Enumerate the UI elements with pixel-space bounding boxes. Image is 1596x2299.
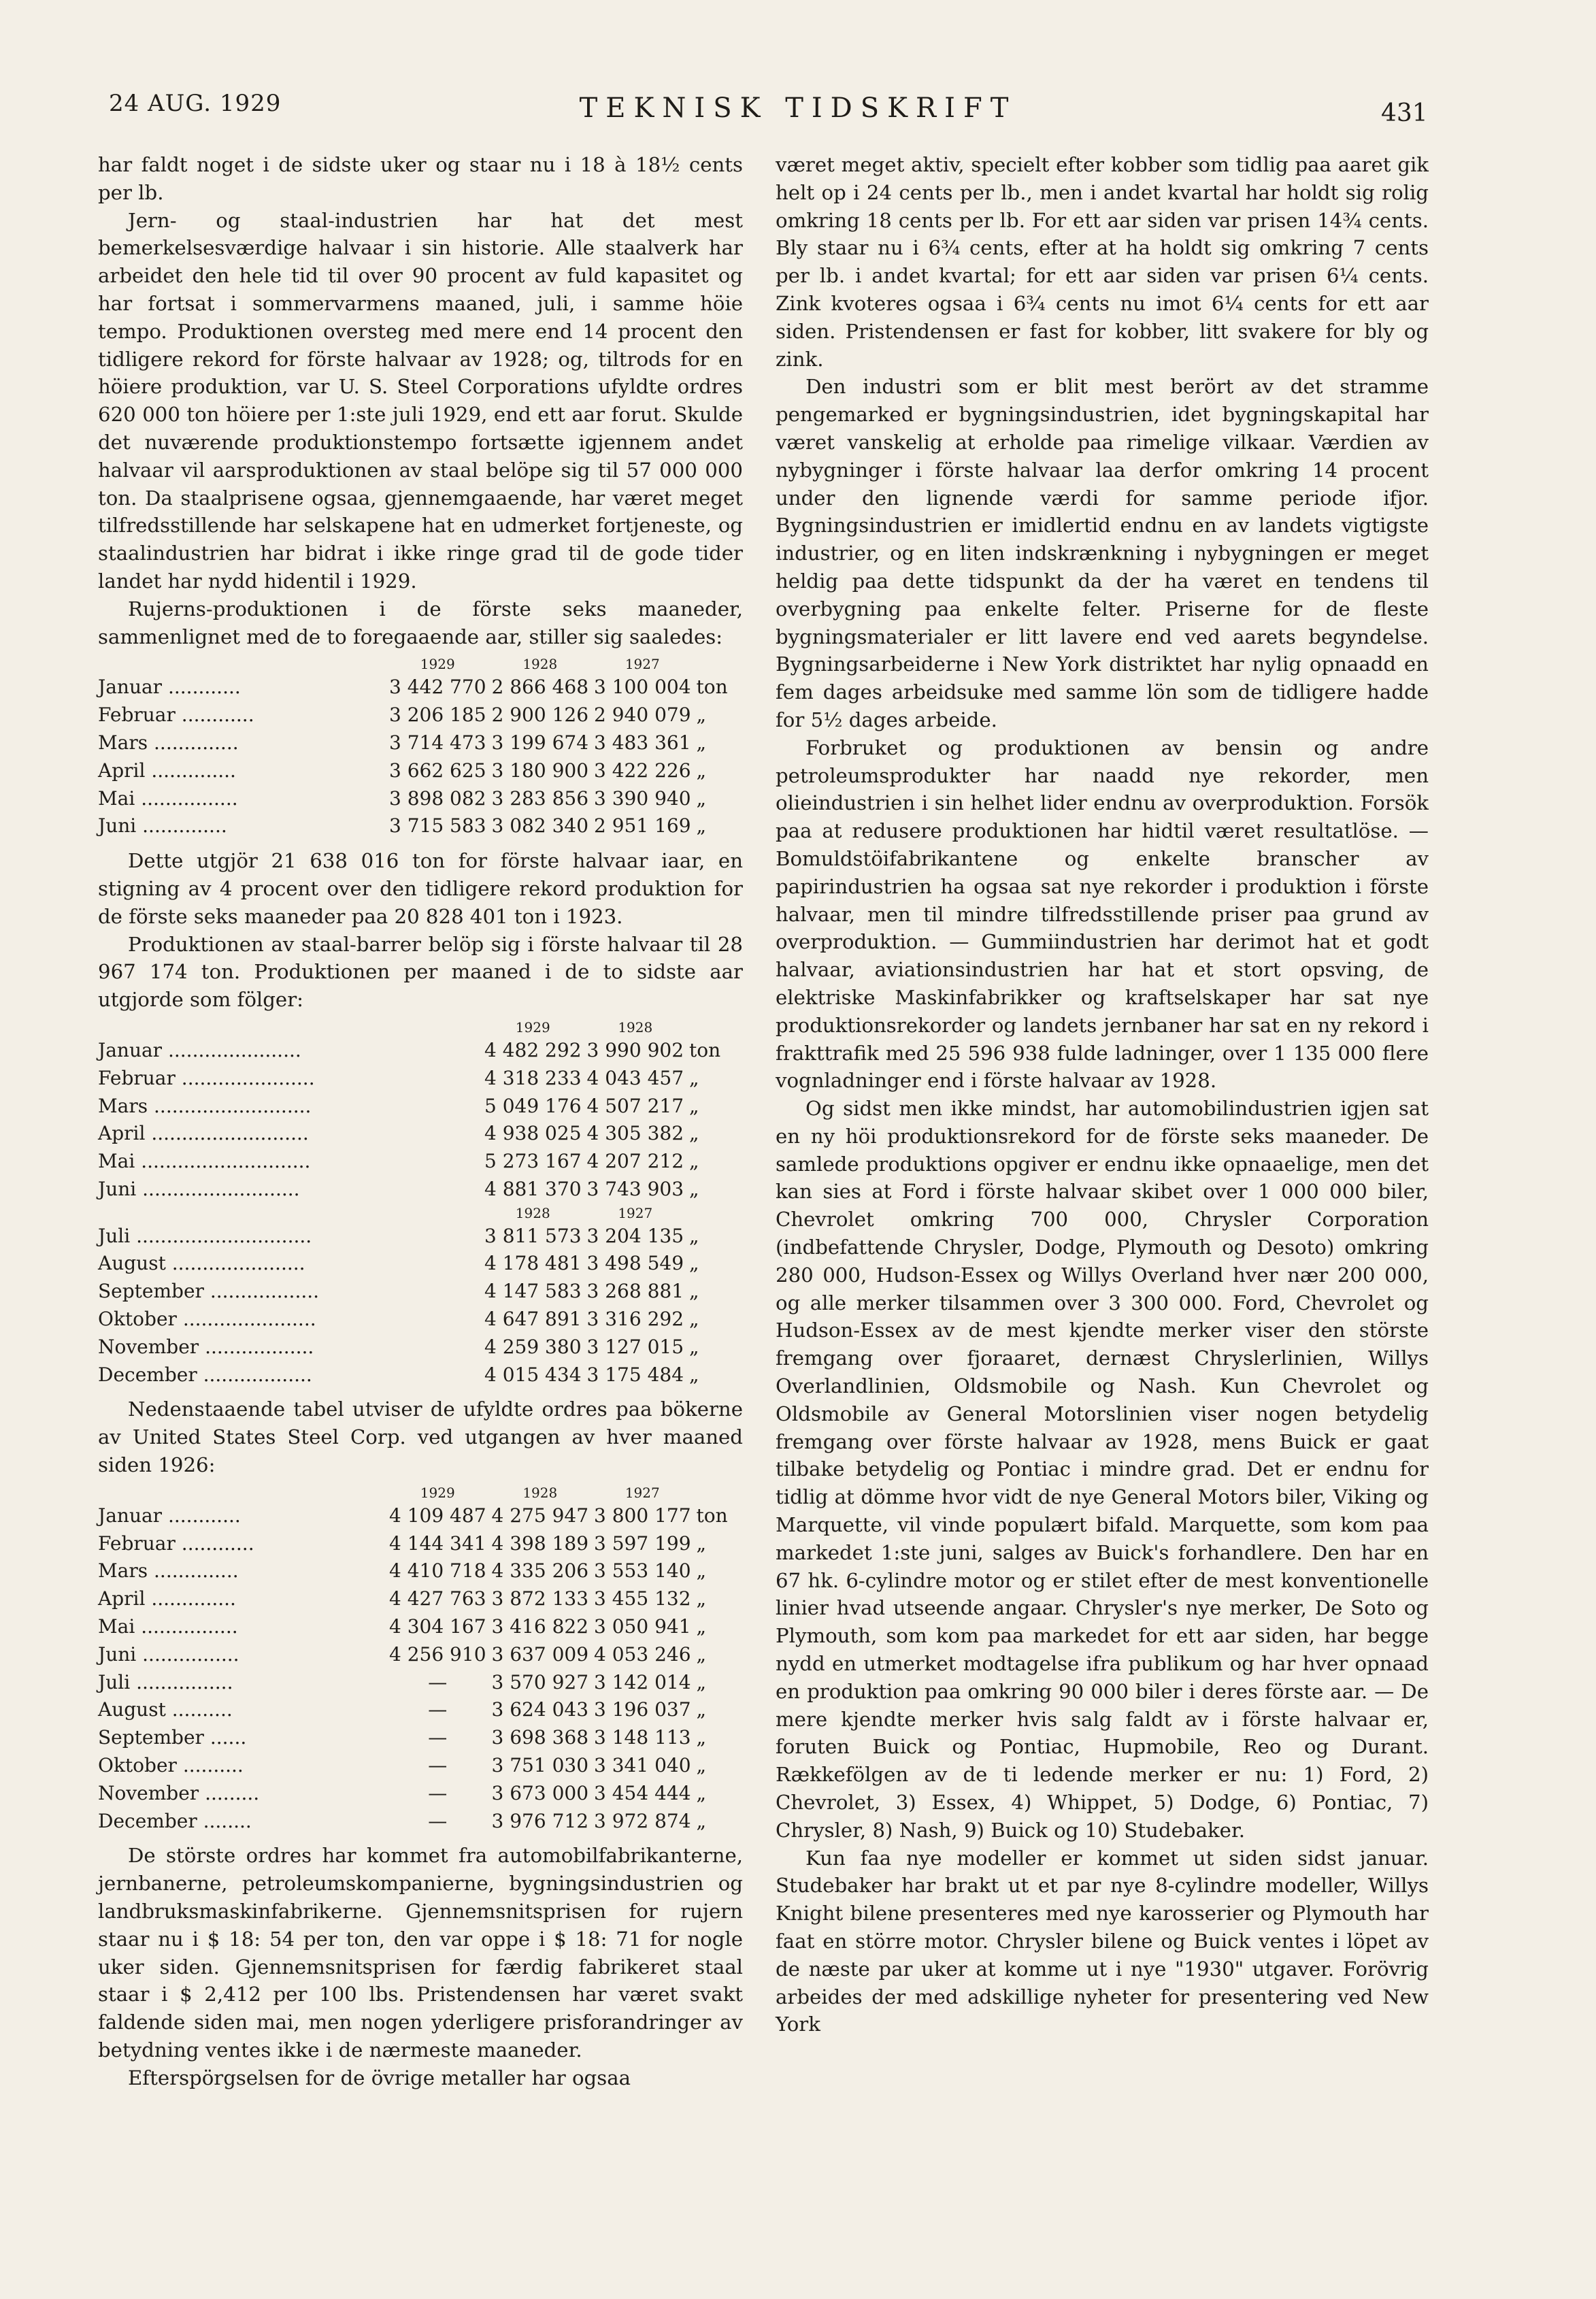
table-cell: 3 206 185 xyxy=(389,704,486,727)
table-cell: 4 427 763 xyxy=(389,1587,486,1610)
month-label: Mai ................ xyxy=(98,1615,238,1638)
table-cell: 3 100 004 xyxy=(594,676,691,699)
month-label: April .............. xyxy=(98,1587,236,1610)
table-cell: 3 743 903 xyxy=(586,1177,684,1200)
month-label: April .............. xyxy=(98,759,236,782)
table-cell: 3 715 583 xyxy=(389,814,486,838)
table-cell: 5 049 176 xyxy=(484,1094,582,1117)
month-label: August ...................... xyxy=(98,1252,305,1275)
year-label: 1929 xyxy=(420,1484,455,1501)
table-cell: 3 175 484 xyxy=(586,1363,684,1386)
ditto-mark: „ xyxy=(689,1308,699,1331)
table-row xyxy=(98,1361,726,1389)
ditto-mark: „ xyxy=(696,1587,707,1610)
table-cell: 2 900 126 xyxy=(491,704,589,727)
paragraph: Rujerns-produktionen i de förste seks maaneder, sammenlignet med de to foregaaende aar, stiller sig saaledes: xyxy=(98,597,743,648)
paragraph: Jern- og staal-industrien har hat det mest bemerkelsesværdige halvaar i sin historie. Alle staalverk har arbeidet den hele tid til over 90 procent av fuld kapasitet og har fortsat i sommervarmens maaned, juli, i samme höie tempo. Produktionen oversteg med mere end 14 procent den tidligere rekord for förste halvaar av 1928; og, tiltrods for en höiere produktion, var U. S. Steel Corporations ufyldte ordres 620 000 ton höiere per 1:ste juli 1929, end ett aar forut. Skulde det nuværende produktionstempo fortsætte igjennem andet halvaar vil aarsproduktionen av staal belöpe sig til 57 000 000 ton. Da staalprisene ogsaa, gjennemgaaende, har været meget tilfredsstillende har selskapene hat en udmerket fortjeneste, og staalindustrien har bidrat i ikke ringe grad til de gode tider landet har nydd hidentil i 1929. xyxy=(98,208,743,593)
journal-title: TEKNISK TIDSKRIFT xyxy=(579,93,1017,124)
paragraph: Kun faa nye modeller er kommet ut siden sidst januar. Studebaker har brakt ut et par nye 8-cylindre modeller, Willys Knight bilene presenteres med nye karosserier og Plymouth har faat en större motor. Chrysler bilene og Buick ventes i löpet av de næste par uker at komme ut i nye "1930" utgaver. Forövrig arbeides der med adskillige nyheter for presentering ved New York xyxy=(776,1846,1429,2036)
table-cell: 3 751 030 xyxy=(491,1754,589,1777)
ditto-mark: „ xyxy=(696,1809,707,1832)
month-label: November .................. xyxy=(98,1335,314,1358)
table-cell: 3 416 822 xyxy=(491,1615,589,1638)
paragraph: Den industri som er blit mest berört av det stramme pengemarked er bygningsindustrien, idet bygningskapital har været vanskelig at erholde paa rimelige vilkaar. Værdien av nybygninger i förste halvaar laa derfor omkring 14 procent under den lignende værdi for samme periode ifjor. Bygningsindustrien er imidlertid endnu en av landets vigtigste industrier, og en liten indskrænkning i nybygningen er meget heldig paa dette tidspunkt da der ha været en tendens til overbygning paa enkelte felter. Priserne for de fleste bygningsmaterialer er litt lavere end ved aarets begyndelse. Bygningsarbeiderne i New York distriktet har nylig opnaadd en fem dages arbeidsuke med samme lön som de tidligere hadde for 5½ dages arbeide. xyxy=(776,375,1429,731)
month-label: September ...... xyxy=(98,1726,247,1749)
left-column xyxy=(98,151,743,2092)
year-label: 1929 xyxy=(515,1019,550,1036)
table-cell: 3 082 340 xyxy=(491,814,589,838)
ditto-mark: „ xyxy=(696,759,707,782)
table-cell: — xyxy=(428,1781,448,1804)
table-row xyxy=(98,674,733,701)
table-cell: 4 015 434 xyxy=(484,1363,582,1386)
ditto-mark: „ xyxy=(689,1150,699,1173)
month-label: September .................. xyxy=(98,1280,320,1303)
table-cell: 4 259 380 xyxy=(484,1335,582,1358)
table-row xyxy=(98,1176,726,1204)
paragraph: været meget aktiv, specielt efter kobber som tidlig paa aaret gik helt op i 24 cents per lb., men i andet kvartal har holdt sig rolig omkring 18 cents per lb. For ett aar siden var prisen 14¾ cents. Bly staar nu i 6¾ cents, efter at ha holdt sig omkring 7 cents per lb. i andet kvartal; for ett aar siden var prisen 6¼ cents. Zink kvoteres ogsaa i 6¾ cents nu imot 6¼ cents for ett aar siden. Pristendensen er fast for kobber, litt svakere for bly og zink. xyxy=(776,153,1429,371)
table-cell: 3 268 881 xyxy=(586,1280,684,1303)
table-row xyxy=(98,729,733,757)
table-cell: 3 898 082 xyxy=(389,787,486,810)
table-cell: — xyxy=(428,1754,448,1777)
month-label: Juli ............................. xyxy=(98,1224,312,1247)
month-label: Mars .......................... xyxy=(98,1094,312,1117)
ditto-mark: „ xyxy=(696,1781,707,1804)
year-label: 1929 xyxy=(420,656,455,673)
year-label: 1928 xyxy=(515,1204,550,1221)
table-cell: 3 127 015 xyxy=(586,1335,684,1358)
table-row xyxy=(98,1278,726,1306)
month-label: Oktober ...................... xyxy=(98,1308,316,1331)
paragraph: Nedenstaaende tabel utviser de ufyldte ordres paa bökerne av United States Steel Corp. ved utgangen av hver maaned siden 1926: xyxy=(98,1397,743,1477)
table-cell: 4 109 487 xyxy=(389,1504,486,1527)
table-cell: 4 398 189 xyxy=(491,1532,589,1555)
table-cell: 3 341 040 xyxy=(594,1754,691,1777)
table-cell: 3 624 043 xyxy=(491,1698,589,1721)
table-cell: — xyxy=(428,1726,448,1749)
ditto-mark: „ xyxy=(696,731,707,754)
table-cell: 3 570 927 xyxy=(491,1670,589,1693)
table-row xyxy=(98,1093,726,1121)
table-row xyxy=(98,1148,726,1176)
table-row xyxy=(98,1724,733,1752)
ditto-mark: „ xyxy=(696,1726,707,1749)
table-row xyxy=(98,1752,733,1780)
table-cell: 3 455 132 xyxy=(594,1587,691,1610)
ditto-mark: „ xyxy=(689,1252,699,1275)
table-cell: 4 178 481 xyxy=(484,1252,582,1275)
ditto-mark: „ xyxy=(689,1335,699,1358)
month-label: August .......... xyxy=(98,1698,233,1721)
month-label: December ........ xyxy=(98,1809,252,1832)
month-label: Oktober .......... xyxy=(98,1754,244,1777)
ditto-mark: „ xyxy=(696,1615,707,1638)
table-row xyxy=(98,1585,733,1613)
paragraph: Forbruket og produktionen av bensin og andre petroleumsprodukter har naadd nye rekorder, men olieindustrien i sin helhet lider endnu av overproduktion. Forsök paa at redusere produktionen har hidtil været resultatlöse. — Bomuldstöifabrikantene og enkelte branscher av papirindustrien ha ogsaa sat nye rekorder i produktion i förste halvaar, men til mindre tilfredsstillende priser paa grund av overproduktion. — Gummiindustrien har derimot hat et godt halvaar, aviationsindustrien har hat et stort opsving, de elektriske Maskinfabrikker og kraftselskaper har sat nye produktionsrekorder og landets jernbaner har sat en ny rekord i frakttrafik med 25 596 938 fulde ladninger, over 1 135 000 flere vognladninger end i förste halvaar av 1928. xyxy=(776,735,1429,1093)
table-cell: 4 318 233 xyxy=(484,1066,582,1089)
unit-label: ton xyxy=(696,1504,728,1527)
year-label: 1927 xyxy=(625,1484,660,1501)
table-row xyxy=(98,1696,733,1724)
table-row xyxy=(98,1334,726,1361)
table-cell: 2 866 468 xyxy=(491,676,589,699)
paragraph: Og sidst men ikke mindst, har automobilindustrien igjen sat en ny höi produktionsrekord for de förste seks maaneder. De samlede produktions opgiver er endnu ikke opnaaelige, men det kan sies at Ford i förste halvaar skibet over 1 000 000 biler, Chevrolet omkring 700 000, Chrysler Corporation (indbefattende Chrysler, Dodge, Plymouth og Desoto) omkring 280 000, Hudson-Essex og Willys Overland hver nær 200 000, og alle merker tilsammen over 3 300 000. Ford, Chevrolet og Hudson-Essex av de mest kjendte merker viser den störste fremgang over fjoraaret, dernæst Chryslerlinien, Willys Overlandlinien, Oldsmobile og Nash. Kun Chevrolet og Oldsmobile av General Motorslinien viser nogen betydelig fremgang over förste halvaar av 1928, mens Buick er gaat tilbake betydelig og Pontiac i mindre grad. Det er endnu for tidlig at dömme hvor vidt de nye General Motors biler, Viking og Marquette, vil vinde populært bifald. Marquette, som kom paa markedet 1:ste juni, salges av Buick's forhandlere. Den har en 67 hk. 6-cylindre motor og er stilet efter de mest konventionelle linier hvad utseende angaar. Chrysler's nye merker, De Soto og Plymouth, som kom paa markedet for ett aar siden, har begge nydd en utmerket modtagelse ifra publikum og har hver opnaad en produktion paa omkring 90 000 biler i deres förste aar. — De mere kjendte merker hvis salg faldt av i förste halvaar er, foruten Buick og Pontiac, Hupmobile, Reo og Durant. Rækkefölgen av de ti ledende merker er nu: 1) Ford, 2) Chevrolet, 3) Essex, 4) Whippet, 5) Dodge, 6) Pontiac, 7) Chrysler, 8) Nash, 9) Buick og 10) Studebaker. xyxy=(776,1097,1429,1842)
table-year-header xyxy=(98,655,733,674)
paragraph: har faldt noget i de sidste uker og staar nu i 18 à 18½ cents per lb. xyxy=(98,153,743,204)
table-cell: 3 714 473 xyxy=(389,731,486,754)
pig-iron-production-table xyxy=(98,655,733,840)
table-cell: 3 050 941 xyxy=(594,1615,691,1638)
table-cell: 3 142 014 xyxy=(594,1670,691,1693)
month-label: Mai ............................ xyxy=(98,1150,311,1173)
table-cell: 3 990 902 xyxy=(586,1038,684,1061)
ditto-mark: „ xyxy=(696,1670,707,1693)
month-label: Mai ................ xyxy=(98,787,238,810)
table-cell: 4 410 718 xyxy=(389,1559,486,1583)
table-cell: 4 938 025 xyxy=(484,1122,582,1145)
table-row xyxy=(98,1250,726,1278)
month-label: Juni .......................... xyxy=(98,1177,300,1200)
month-label: Juni .............. xyxy=(98,814,227,838)
table-cell: 3 180 900 xyxy=(491,759,589,782)
ditto-mark: „ xyxy=(689,1280,699,1303)
table-cell: 3 204 135 xyxy=(586,1224,684,1247)
table-row xyxy=(98,1669,733,1697)
table-cell: 3 972 874 xyxy=(594,1809,691,1832)
unit-label: ton xyxy=(689,1038,721,1061)
table-cell: — xyxy=(428,1809,448,1832)
table-row xyxy=(98,1641,733,1669)
paragraph: Produktionen av staal-barrer belöp sig i förste halvaar til 28 967 174 ton. Produktionen per maaned i de to sidste aar utgjorde som fölger: xyxy=(98,932,743,1012)
table-cell: 3 454 444 xyxy=(594,1781,691,1804)
table-cell: 5 273 167 xyxy=(484,1150,582,1173)
table-cell: 3 872 133 xyxy=(491,1587,589,1610)
table-cell: — xyxy=(428,1698,448,1721)
table-cell: 4 647 891 xyxy=(484,1308,582,1331)
ditto-mark: „ xyxy=(696,1754,707,1777)
table-cell: 3 800 177 xyxy=(594,1504,691,1527)
table-row xyxy=(98,1223,726,1251)
table-cell: 3 662 625 xyxy=(389,759,486,782)
table-cell: 4 256 910 xyxy=(389,1642,486,1666)
table-row xyxy=(98,812,733,840)
table-row xyxy=(98,1613,733,1641)
table-cell: 3 483 361 xyxy=(594,731,691,754)
table-cell: 4 507 217 xyxy=(586,1094,684,1117)
table-cell: 3 316 292 xyxy=(586,1308,684,1331)
table-cell: 3 637 009 xyxy=(491,1642,589,1666)
year-label: 1928 xyxy=(522,1484,558,1501)
table-cell: 2 951 169 xyxy=(594,814,691,838)
month-label: Februar ............ xyxy=(98,1532,254,1555)
table-year-header xyxy=(98,1204,726,1223)
table-row xyxy=(98,1120,726,1148)
table-cell: 4 144 341 xyxy=(389,1532,486,1555)
table-cell: 4 043 457 xyxy=(586,1066,684,1089)
paragraph: Dette utgjör 21 638 016 ton for förste halvaar iaar, en stigning av 4 procent over den tidligere rekord produktion for de förste seks maaneder paa 20 828 401 ton i 1923. xyxy=(98,849,743,928)
ditto-mark: „ xyxy=(696,1642,707,1666)
table-cell: 3 553 140 xyxy=(594,1559,691,1583)
ditto-mark: „ xyxy=(689,1066,699,1089)
month-label: Mars .............. xyxy=(98,731,239,754)
month-label: December .................. xyxy=(98,1363,312,1386)
year-label: 1927 xyxy=(618,1204,653,1221)
table-cell: 2 940 079 xyxy=(594,704,691,727)
table-cell: 3 199 674 xyxy=(491,731,589,754)
table-cell: 3 498 549 xyxy=(586,1252,684,1275)
table-cell: 4 207 212 xyxy=(586,1150,684,1173)
year-label: 1928 xyxy=(618,1019,653,1036)
table-cell: 3 811 573 xyxy=(484,1224,582,1247)
table-row xyxy=(98,785,733,813)
table-cell: 4 881 370 xyxy=(484,1177,582,1200)
table-row xyxy=(98,1306,726,1334)
table-row xyxy=(98,757,733,785)
year-label: 1927 xyxy=(625,656,660,673)
unit-label: ton xyxy=(696,676,728,699)
table-cell: 3 283 856 xyxy=(491,787,589,810)
ditto-mark: „ xyxy=(696,704,707,727)
table-cell: 4 305 382 xyxy=(586,1122,684,1145)
table-cell: — xyxy=(428,1670,448,1693)
month-label: Januar ............ xyxy=(98,1504,241,1527)
ditto-mark: „ xyxy=(689,1224,699,1247)
table-row xyxy=(98,701,733,729)
table-cell: 3 390 940 xyxy=(594,787,691,810)
table-cell: 3 196 037 xyxy=(594,1698,691,1721)
table-cell: 3 442 770 xyxy=(389,676,486,699)
table-cell: 3 976 712 xyxy=(491,1809,589,1832)
month-label: April .......................... xyxy=(98,1122,309,1145)
table-cell: 4 482 292 xyxy=(484,1038,582,1061)
table-row xyxy=(98,1037,726,1065)
table-cell: 3 597 199 xyxy=(594,1532,691,1555)
table-cell: 4 147 583 xyxy=(484,1280,582,1303)
table-year-header xyxy=(98,1018,726,1037)
table-cell: 3 148 113 xyxy=(594,1726,691,1749)
table-row xyxy=(98,1557,733,1585)
month-label: Juni ................ xyxy=(98,1642,239,1666)
table-cell: 3 698 368 xyxy=(491,1726,589,1749)
table-row xyxy=(98,1530,733,1558)
ditto-mark: „ xyxy=(696,1698,707,1721)
table-row xyxy=(98,1502,733,1530)
table-cell: 4 304 167 xyxy=(389,1615,486,1638)
unfilled-orders-table xyxy=(98,1483,733,1836)
table-cell: 4 335 206 xyxy=(491,1559,589,1583)
steel-ingot-production-table xyxy=(98,1018,726,1389)
paragraph: Efterspörgselsen for de övrige metaller har ogsaa xyxy=(128,2066,631,2089)
month-label: Februar ............ xyxy=(98,704,254,727)
month-label: Januar ............ xyxy=(98,676,241,699)
table-row xyxy=(98,1808,733,1836)
table-row xyxy=(98,1780,733,1808)
ditto-mark: „ xyxy=(689,1177,699,1200)
page-number: 431 xyxy=(1381,99,1428,127)
table-cell: 3 673 000 xyxy=(491,1781,589,1804)
month-label: Januar ...................... xyxy=(98,1038,301,1061)
ditto-mark: „ xyxy=(689,1122,699,1145)
table-row xyxy=(98,1065,726,1093)
right-column xyxy=(776,151,1429,2038)
ditto-mark: „ xyxy=(696,814,707,838)
month-label: Mars .............. xyxy=(98,1559,239,1583)
month-label: Juli ................ xyxy=(98,1670,233,1693)
ditto-mark: „ xyxy=(689,1363,699,1386)
table-cell: 4 275 947 xyxy=(491,1504,589,1527)
table-year-header xyxy=(98,1483,733,1502)
ditto-mark: „ xyxy=(696,787,707,810)
ditto-mark: „ xyxy=(696,1559,707,1583)
ditto-mark: „ xyxy=(696,1532,707,1555)
year-label: 1928 xyxy=(522,656,558,673)
table-cell: 4 053 246 xyxy=(594,1642,691,1666)
ditto-mark: „ xyxy=(689,1094,699,1117)
issue-date: 24 AUG. 1929 xyxy=(109,90,282,117)
paragraph: De störste ordres har kommet fra automobilfabrikanterne, jernbanerne, petroleumskompanierne, bygningsindustrien og landbruksmaskinfabrikerne. Gjennemsnitsprisen for rujern staar nu i $ 18: 54 per ton, den var oppe i $ 18: 71 for nogle uker siden. Gjennemsnitsprisen for færdig fabrikeret staal staar i $ 2,412 per 100 lbs. Pristendensen har været svakt faldende siden mai, men nogen yderligere prisforandringer av betydning ventes ikke i de nærmeste maaneder. xyxy=(98,1844,743,2062)
table-cell: 3 422 226 xyxy=(594,759,691,782)
month-label: Februar ...................... xyxy=(98,1066,315,1089)
month-label: November ......... xyxy=(98,1781,260,1804)
